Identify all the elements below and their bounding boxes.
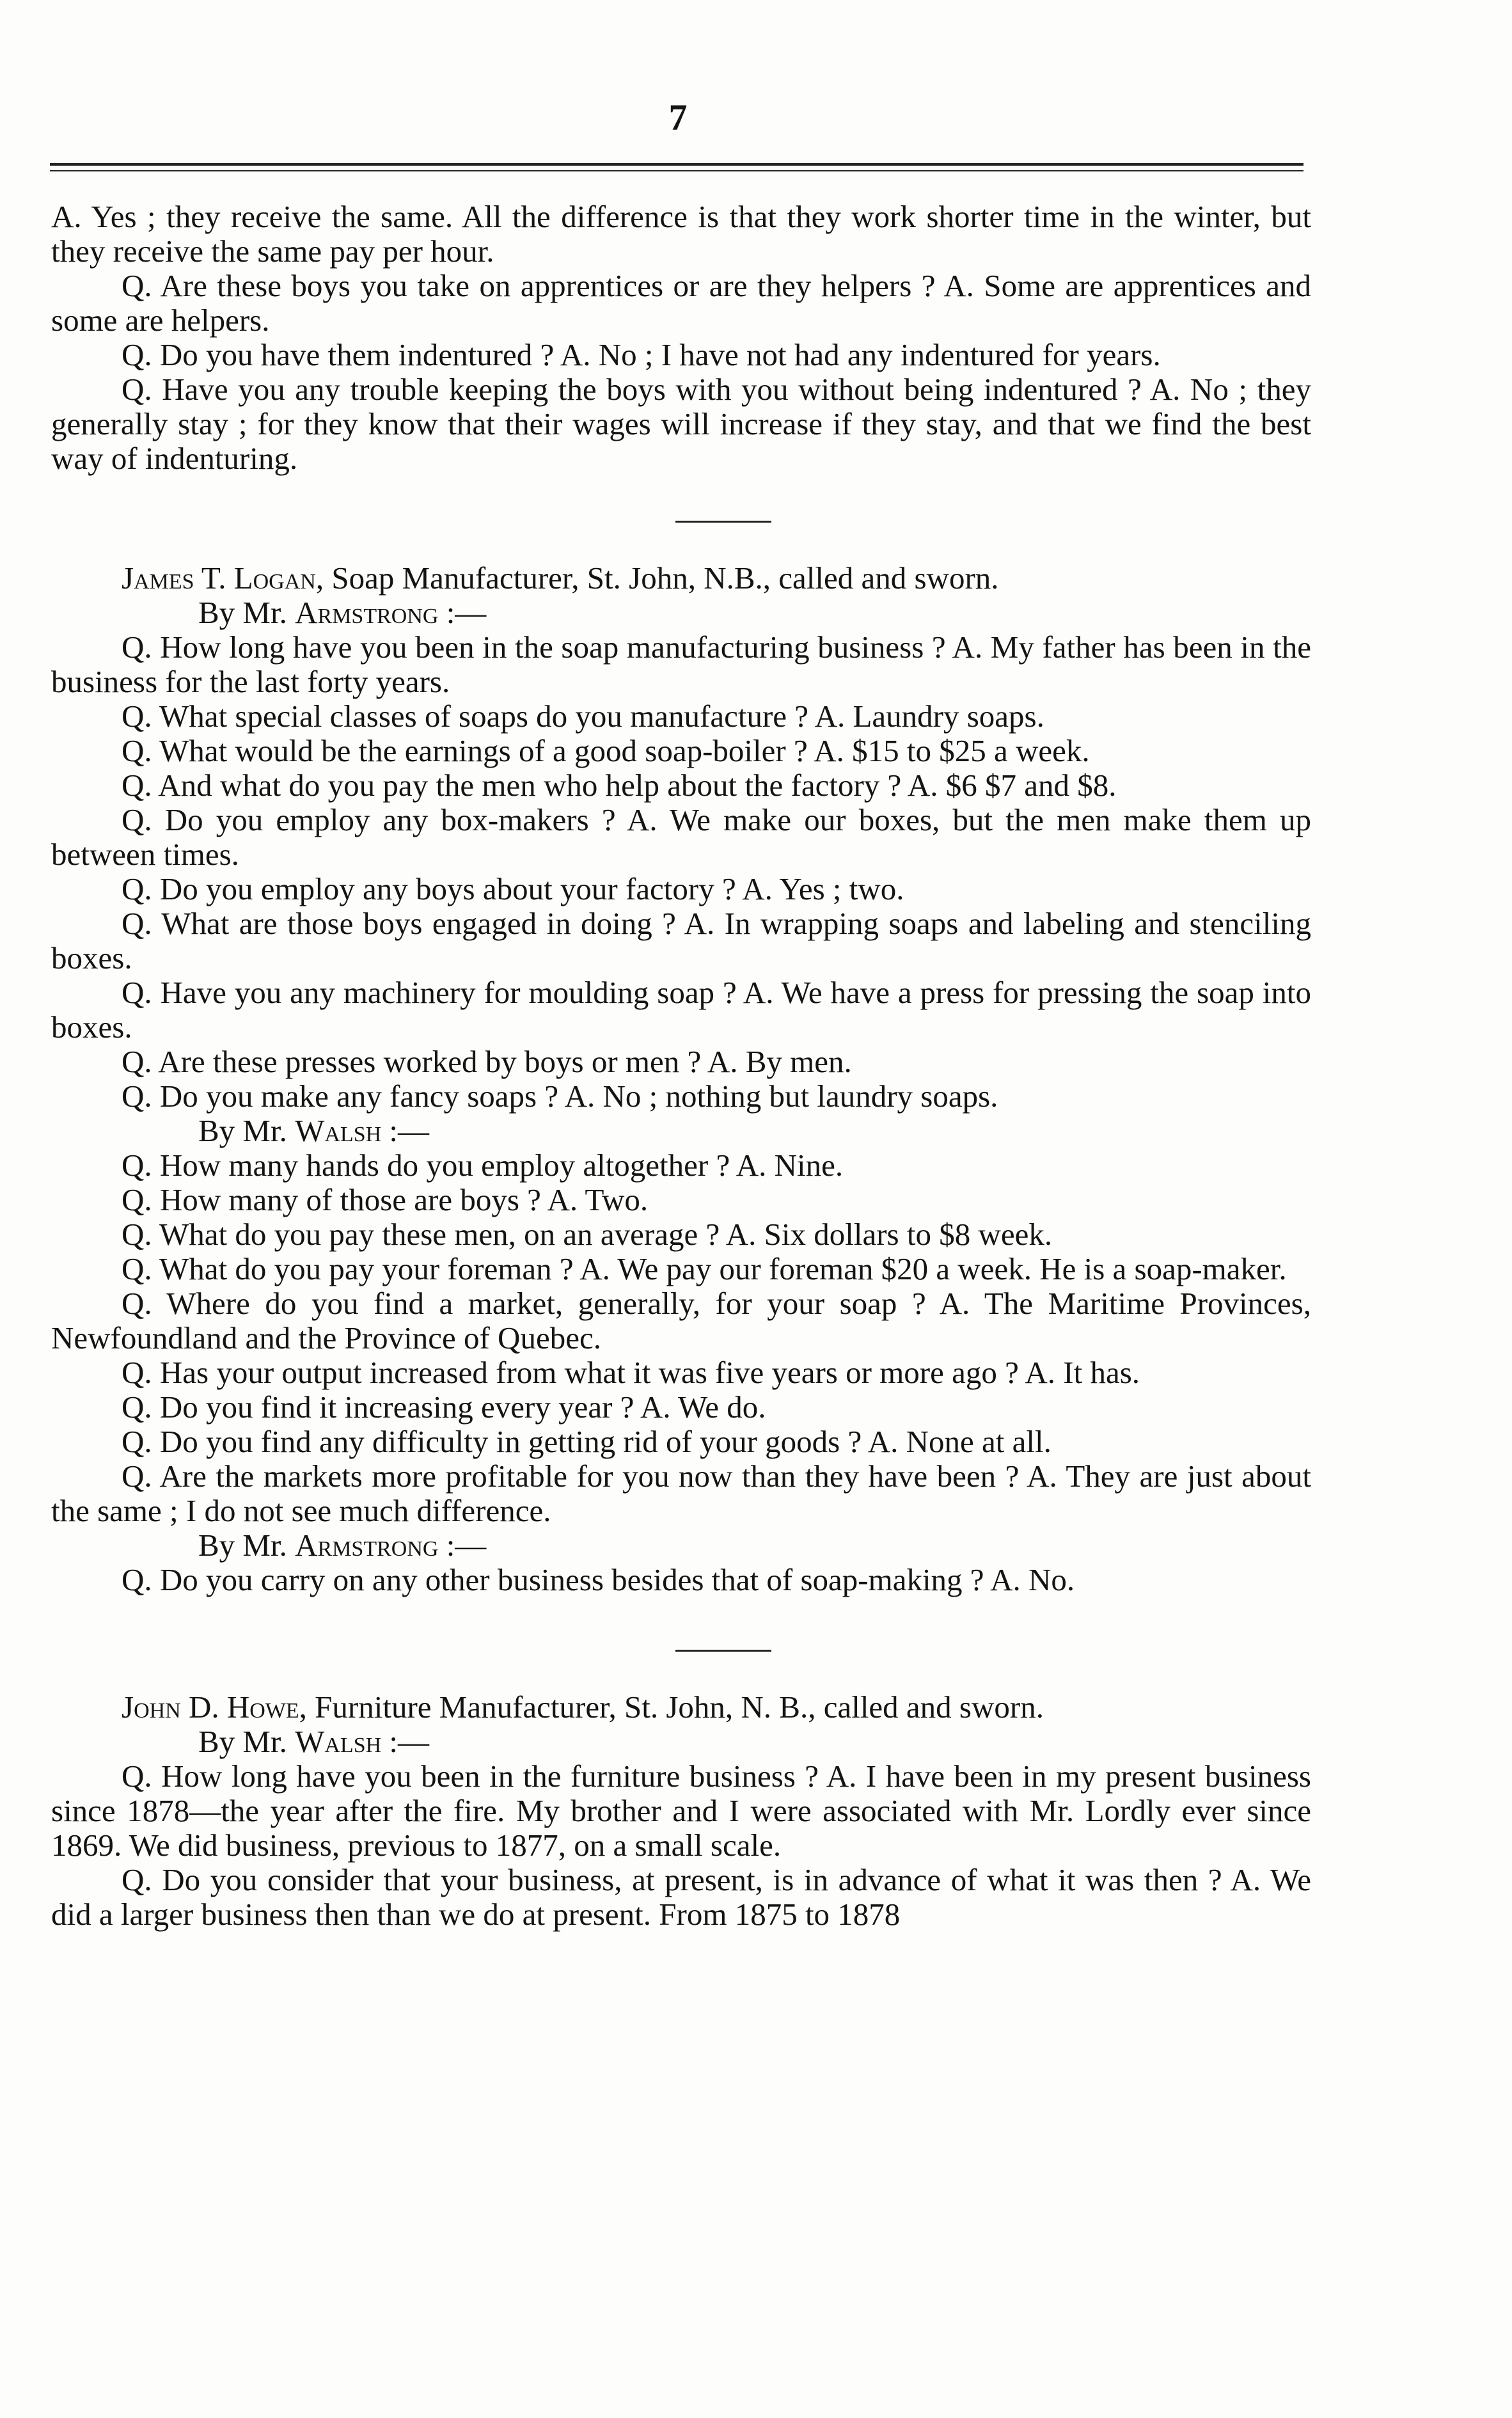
question-answer: Q. Have you any trouble keeping the boys with you without being indentured ? A. No ; they generally stay ; for they know that their wages will increase if they stay, and that we find the best way of indenturing.	[51, 372, 1311, 476]
question-answer: Q. How many hands do you employ altogether ? A. Nine.	[122, 1148, 844, 1183]
witness-description: , Soap Manufacturer, St. John, N.B., called and sworn.	[315, 560, 999, 596]
question-answer: Q. Are these boys you take on apprentices or are they helpers ? A. Some are apprentices and some are helpers.	[51, 268, 1311, 338]
question-answer: Q. And what do you pay the men who help about the factory ? A. $6 $7 and $8.	[122, 768, 1117, 803]
witness-description: , Furniture Manufacturer, St. John, N. B., called and sworn.	[299, 1689, 1044, 1725]
question-answer: Q. What do you pay your foreman ? A. We pay our foreman $20 a week. He is a soap-maker.	[122, 1251, 1287, 1286]
examiner-line: By Mr. Armstrong :—	[198, 1528, 487, 1563]
question-answer: Q. Do you make any fancy soaps ? A. No ; nothing but laundry soaps.	[122, 1079, 998, 1114]
header-rule	[50, 163, 1303, 171]
question-answer: Q. Do you consider that your business, at present, is in advance of what it was then ? A. We did a larger business then than we do at present. From 1875 to 1878	[51, 1862, 1311, 1932]
examiner-name: Armstrong	[295, 595, 439, 630]
question-answer: Q. Are these presses worked by boys or men ? A. By men.	[122, 1044, 852, 1079]
question-answer: Q. What are those boys engaged in doing ? A. In wrapping soaps and labeling and stenciling boxes.	[51, 906, 1311, 976]
examiner-line: By Mr. Walsh :—	[198, 1724, 430, 1759]
page-number: 7	[668, 97, 688, 138]
question-answer: Q. What special classes of soaps do you manufacture ? A. Laundry soaps.	[122, 699, 1044, 734]
question-answer: Q. Have you any machinery for moulding soap ? A. We have a press for pressing the soap into boxes.	[51, 975, 1311, 1045]
question-answer: Q. Where do you find a market, generally, for your soap ? A. The Maritime Provinces, Newfoundland and the Province of Quebec.	[51, 1286, 1311, 1355]
witness-heading	[51, 561, 1311, 596]
examiner-name: Walsh	[295, 1113, 382, 1148]
question-answer: Q. Do you have them indentured ? A. No ; I have not had any indentured for years.	[122, 337, 1161, 372]
examiner-line: By Mr. Walsh :—	[198, 1113, 430, 1148]
examiner-line: By Mr. Armstrong :—	[198, 595, 487, 630]
witness-name: John D. Howe	[122, 1689, 299, 1725]
question-answer: Q. Do you find any difficulty in getting rid of your goods ? A. None at all.	[122, 1424, 1051, 1459]
question-answer: Q. How many of those are boys ? A. Two.	[122, 1182, 649, 1217]
question-answer: Q. What would be the earnings of a good soap-boiler ? A. $15 to $25 a week.	[122, 733, 1090, 768]
question-answer: Q. How long have you been in the furniture business ? A. I have been in my present business since 1878—the year after the fire. My brother and I were associated with Mr. Lordly ever since 1869. We did business, previous to 1877, on a small scale.	[51, 1758, 1311, 1863]
question-answer: Q. Do you employ any box-makers ? A. We make our boxes, but the men make them up between times.	[51, 802, 1311, 872]
question-answer: Q. Has your output increased from what it was five years or more ago ? A. It has.	[122, 1355, 1140, 1390]
question-answer: Q. Do you carry on any other business besides that of soap-making ? A. No.	[122, 1562, 1075, 1597]
page-body	[51, 200, 1311, 1932]
question-answer: Q. Do you employ any boys about your factory ? A. Yes ; two.	[122, 871, 904, 906]
examiner-name: Armstrong	[295, 1528, 439, 1563]
paragraph: A. Yes ; they receive the same. All the difference is that they work shorter time in the winter, but they receive the same pay per hour.	[51, 199, 1311, 269]
question-answer: Q. Are the markets more profitable for you now than they have been ? A. They are just about the same ; I do not see much difference.	[51, 1458, 1311, 1528]
question-answer: Q. How long have you been in the soap manufacturing business ? A. My father has been in the business for the last forty years.	[51, 629, 1311, 699]
witness-name: James T. Logan	[122, 560, 316, 596]
examiner-name: Walsh	[295, 1724, 382, 1759]
question-answer: Q. What do you pay these men, on an average ? A. Six dollars to $8 week.	[122, 1217, 1053, 1252]
witness-heading	[51, 1690, 1311, 1725]
question-answer: Q. Do you find it increasing every year ? A. We do.	[122, 1389, 766, 1425]
